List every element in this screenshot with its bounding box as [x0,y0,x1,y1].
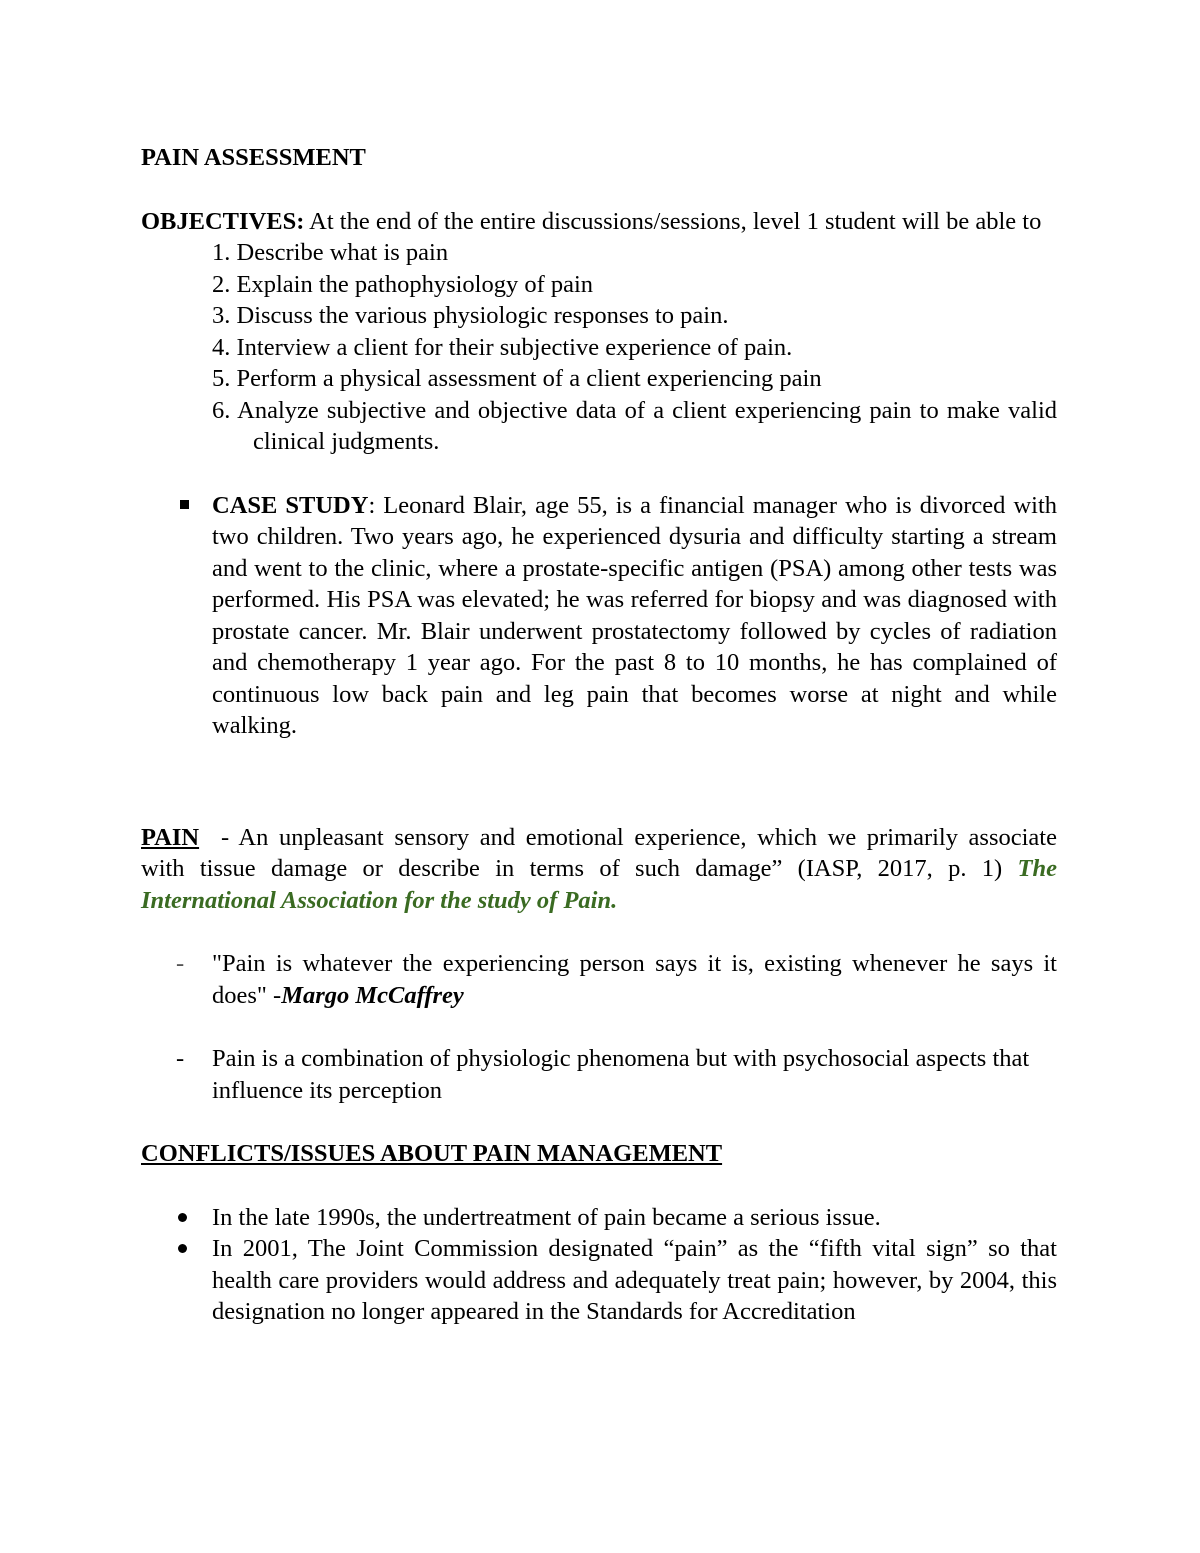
objective-item: 5. Perform a physical assessment of a client experiencing pain [212,365,822,392]
conflict-item-text: In 2001, The Joint Commission designated “pain” as the “fifth vital sign” so that health care providers would address and adequately treat pain; however, by 2004, this designation no longer appeared in the Standards for Accreditation [212,1235,1057,1325]
conflict-item-text: In the late 1990s, the undertreatment of pain became a serious issue. [212,1203,881,1231]
dot-bullet-icon [178,1213,187,1222]
objectives-list [141,237,1057,458]
dash-bullet-icon: - [176,950,185,977]
pain-quote-psychosocial [141,1043,1057,1106]
pain-definition-source: The International Association for the study of Pain. [141,855,1057,914]
pain-definition [141,822,1057,917]
document-title: PAIN ASSESSMENT [141,144,366,171]
quote-author: Margo McCaffrey [281,981,464,1009]
dash-bullet-icon: - [176,1045,185,1072]
objective-item: 4. Interview a client for their subjective experience of pain. [212,333,793,361]
objective-item: 1. Describe what is pain [212,239,449,266]
case-study-label: CASE STUDY [212,491,369,519]
pain-quote-mccaffrey [141,948,1057,1011]
case-study [141,490,1057,742]
pain-term: PAIN [141,823,200,851]
objective-item: 2. Explain the pathophysiology of pain [212,270,594,298]
objective-6-continuation: clinical judgments. [253,428,440,455]
objectives-intro-text: At the end of the entire discussions/sessions, level 1 student will be able to [304,207,1042,235]
objective-item-6 [141,395,1057,458]
objective-item: 3. Discuss the various physiologic responses to pain. [212,302,729,329]
square-bullet-icon [180,500,189,509]
document-body [141,142,1057,1328]
objective-6-text: 6. Analyze subjective and objective data of a client experiencing pain to make valid [212,396,1057,424]
quote-text: "Pain is whatever the experiencing person says it is, existing whenever he says it does" - [212,950,1057,1009]
objectives-intro [141,206,1057,238]
conflict-item [141,1233,1057,1328]
pain-definition-text: - An unpleasant sensory and emotional experience, which we primarily associate with tissue damage or describe in terms of such damage” (IASP, 2017, p. 1) [141,823,1057,882]
case-study-text: : Leonard Blair, age 55, is a financial manager who is divorced with two children. Two years ago, he experienced dysuria and difficulty starting a stream and went to the clinic, where a prostate-specific antigen (PSA) among other tests was performed. His PSA was elevated; he was referred for biopsy and was diagnosed with prostate cancer. Mr. Blair underwent prostatectomy followed by cycles of radiation and chemotherapy 1 year ago. For the past 8 to 10 months, he has complained of continuous low back pain and leg pain that becomes worse at night and while walking. [212,491,1058,739]
quote-2-text: Pain is a combination of physiologic phenomena but with psychosocial aspects that influence its perception [212,1045,1030,1104]
conflict-item [141,1202,1057,1234]
dot-bullet-icon [178,1244,187,1253]
objectives-label: OBJECTIVES: [141,207,305,235]
conflicts-heading: CONFLICTS/ISSUES ABOUT PAIN MANAGEMENT [141,1140,723,1167]
